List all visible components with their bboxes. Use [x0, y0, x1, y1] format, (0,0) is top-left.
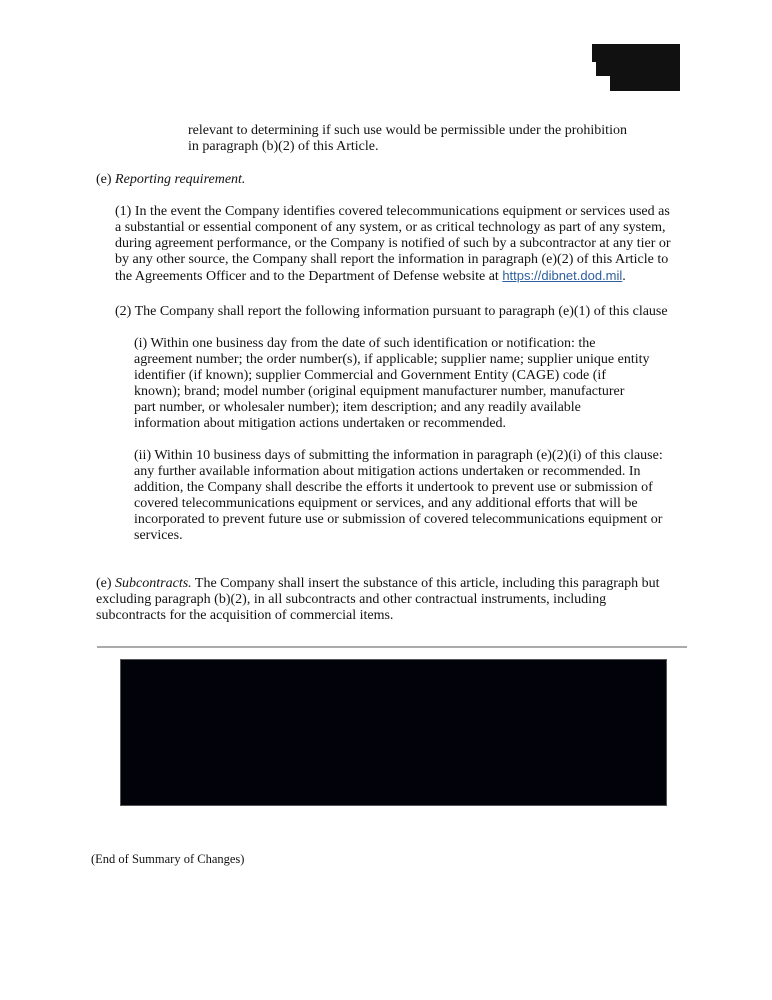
- text-line: part number, or wholesaler number); item description; and any readily available: [134, 400, 581, 415]
- text-line: by any other source, the Company shall report the information in paragraph (e)(2) of this Article to: [115, 252, 669, 267]
- text-line: addition, the Company shall describe the efforts it undertook to prevent use or submission of: [134, 480, 653, 495]
- text-line: covered telecommunications equipment or services, and any additional efforts that will be: [134, 496, 638, 511]
- section-title: Reporting requirement.: [115, 172, 246, 187]
- text-line: identifier (if known); supplier Commercial and Government Entity (CAGE) code (if: [134, 368, 606, 383]
- text-line: excluding paragraph (b)(2), in all subcontracts and other contractual instruments, including: [96, 592, 607, 607]
- section-label: (e): [96, 172, 116, 187]
- dibnet-link[interactable]: https://dibnet.dod.mil: [502, 268, 623, 283]
- text-line: incorporated to prevent future use or submission of covered telecommunications equipment or: [134, 512, 663, 527]
- footer-note: [91, 851, 244, 867]
- text-line: (End of Summary of Changes): [91, 852, 245, 866]
- text-line: (i) Within one business day from the date of such identification or notification: the: [134, 336, 596, 351]
- text-line: a substantial or essential component of any system, or as critical technology as part of any system,: [115, 220, 666, 235]
- text-line: agreement number; the order number(s), if applicable; supplier name; supplier unique entity: [134, 352, 650, 367]
- section-label: (e): [96, 576, 116, 591]
- continuation-text: [188, 123, 627, 155]
- text-line: (2) The Company shall report the following information pursuant to paragraph (e)(1) of this clause: [115, 304, 668, 319]
- text-line: The Company shall insert the substance of this article, including this paragraph but: [191, 576, 660, 591]
- text-line: during agreement performance, or the Company is notified of such by a subcontractor at any tier or: [115, 236, 671, 251]
- item-i: [134, 336, 650, 432]
- text-line: in paragraph (b)(2) of this Article.: [188, 139, 379, 154]
- redaction-box-main: [120, 659, 667, 806]
- text-line: services.: [134, 528, 183, 543]
- section-title: Subcontracts.: [115, 576, 192, 591]
- text-line: subcontracts for the acquisition of commercial items.: [96, 608, 394, 623]
- horizontal-rule: [97, 646, 687, 648]
- text-line: (ii) Within 10 business days of submitting the information in paragraph (e)(2)(i) of this clause:: [134, 448, 663, 463]
- subcontracts-paragraph: [96, 576, 660, 624]
- text-line: information about mitigation actions undertaken or recommended.: [134, 416, 507, 431]
- section-e-heading: [96, 172, 245, 188]
- paragraph-1: [115, 204, 671, 285]
- text-line: any further available information about mitigation actions undertaken or recommended. In: [134, 464, 641, 479]
- period: .: [622, 269, 626, 284]
- text-line: (1) In the event the Company identifies covered telecommunications equipment or services used as: [115, 204, 670, 219]
- text-line: the Agreements Officer and to the Department of Defense website at: [115, 269, 503, 284]
- text-line: relevant to determining if such use would be permissible under the prohibition: [188, 123, 627, 138]
- text-line: known); brand; model number (original equipment manufacturer number, manufacturer: [134, 384, 625, 399]
- item-ii: [134, 448, 663, 544]
- paragraph-2: [115, 304, 668, 320]
